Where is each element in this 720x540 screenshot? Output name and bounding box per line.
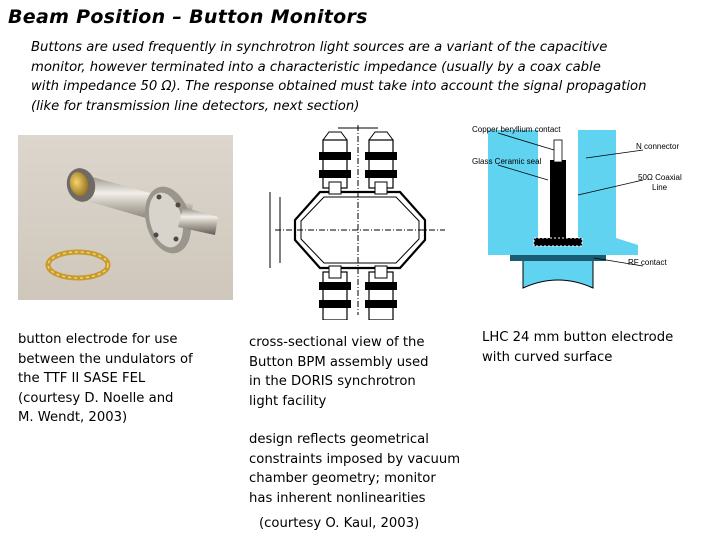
caption-line: cross-sectional view of the — [249, 335, 425, 350]
label-rf-contact: RF contact — [628, 258, 667, 267]
caption-line: light facility — [249, 393, 327, 409]
photo-caption — [18, 330, 193, 428]
cross-section-credit: (courtesy O. Kaul, 2003) — [259, 516, 420, 531]
caption-line: in the DORIS synchrotron — [249, 374, 416, 389]
bpm-cross-section-drawing — [250, 120, 465, 320]
intro-line: with impedance 50 Ω). The response obtained must take into account the signal propagation — [31, 79, 647, 94]
label-coax-line-2: Line — [652, 183, 668, 192]
note-line: design reflects geometrical — [249, 432, 429, 447]
caption-line: between the undulators of — [18, 351, 193, 367]
lhc-caption — [482, 328, 673, 367]
label-coax-line: 50Ω Coaxial — [638, 173, 682, 182]
intro-line: Buttons are used frequently in synchrotron light sources are a variant of the capacitive — [31, 40, 608, 55]
note-line: has inherent nonlinearities — [249, 490, 426, 506]
intro-paragraph — [31, 38, 716, 116]
caption-line: button electrode for use — [18, 332, 178, 347]
label-glass-seal: Glass Ceramic seal — [472, 157, 542, 166]
note-line: chamber geometry; monitor — [249, 471, 436, 486]
lhc-button-diagram — [468, 120, 708, 300]
design-note — [249, 430, 460, 508]
label-copper-contact: Copper beryllium contact — [472, 125, 561, 134]
slide-title: Beam Position – Button Monitors — [8, 6, 368, 28]
note-line: constraints imposed by vacuum — [249, 451, 461, 467]
cross-section-caption — [249, 333, 428, 411]
label-n-connector: N connector — [636, 142, 680, 151]
intro-line: (like for transmission line detectors, next section) — [31, 98, 360, 114]
button-electrode-photo — [18, 135, 233, 300]
caption-line: the TTF II SASE FEL — [18, 371, 146, 386]
intro-line: monitor, however terminated into a characteristic impedance (usually by a coax cable — [31, 59, 601, 75]
caption-line: M. Wendt, 2003) — [18, 410, 128, 425]
caption-line: LHC 24 mm button electrode — [482, 330, 674, 345]
caption-line: Button BPM assembly used — [249, 354, 429, 370]
caption-line: (courtesy D. Noelle and — [18, 390, 174, 406]
caption-line: with curved surface — [482, 349, 613, 365]
